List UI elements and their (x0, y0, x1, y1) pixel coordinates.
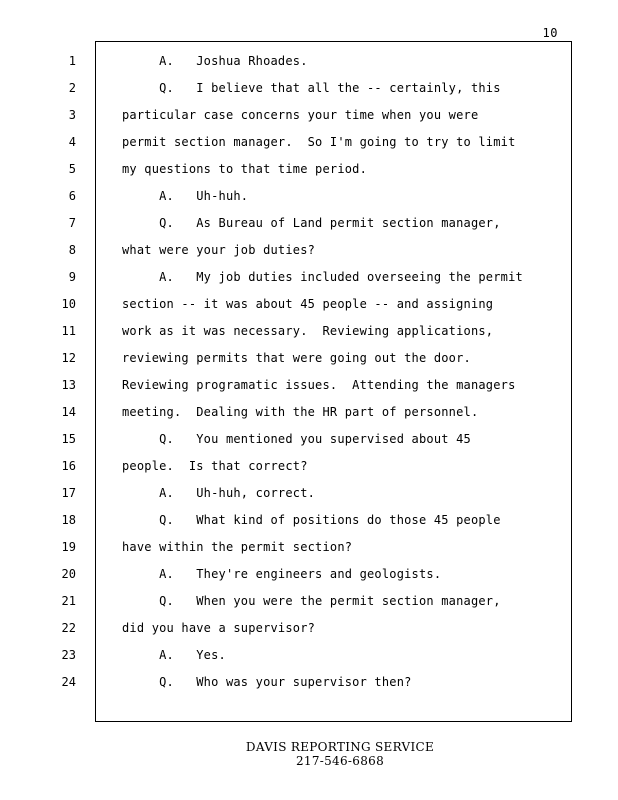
transcript-line: A. Yes. (122, 648, 226, 662)
line-number: 15 (61, 432, 76, 446)
transcript-line: reviewing permits that were going out the door. (122, 351, 471, 365)
page-number: 10 (542, 26, 558, 40)
transcript-line: Q. As Bureau of Land permit section manager, (122, 216, 501, 230)
transcript-line: did you have a supervisor? (122, 621, 316, 635)
transcript-line: particular case concerns your time when you were (122, 108, 479, 122)
transcript-line: people. Is that correct? (122, 459, 308, 473)
line-number: 3 (68, 108, 76, 122)
line-number: 7 (68, 216, 76, 230)
line-number: 8 (68, 243, 76, 257)
transcript-line: Q. I believe that all the -- certainly, this (122, 81, 501, 95)
transcript-line: work as it was necessary. Reviewing applications, (122, 324, 494, 338)
line-number: 12 (61, 351, 76, 365)
line-number: 2 (68, 81, 76, 95)
transcript-line: have within the permit section? (122, 540, 353, 554)
line-number: 17 (61, 486, 76, 500)
transcript-line: A. Uh-huh. (122, 189, 249, 203)
line-number: 4 (68, 135, 76, 149)
transcript-line: section -- it was about 45 people -- and assigning (122, 297, 494, 311)
line-number: 18 (61, 513, 76, 527)
line-number: 9 (68, 270, 76, 284)
line-number: 11 (61, 324, 76, 338)
line-number: 10 (61, 297, 76, 311)
transcript-line: permit section manager. So I'm going to try to limit (122, 135, 516, 149)
transcript-line: what were your job duties? (122, 243, 316, 257)
transcript-line: my questions to that time period. (122, 162, 368, 176)
line-number: 21 (61, 594, 76, 608)
transcript-line: Reviewing programatic issues. Attending the managers (122, 378, 516, 392)
line-number: 16 (61, 459, 76, 473)
transcript-line: A. Uh-huh, correct. (122, 486, 316, 500)
transcript-line: A. Joshua Rhoades. (122, 54, 308, 68)
line-number: 5 (68, 162, 76, 176)
footer (0, 740, 618, 768)
line-number: 24 (61, 675, 76, 689)
line-number: 23 (61, 648, 76, 662)
transcript-line: meeting. Dealing with the HR part of personnel. (122, 405, 479, 419)
line-number: 19 (61, 540, 76, 554)
reporting-service-name: DAVIS REPORTING SERVICE (245, 740, 435, 754)
line-number: 20 (61, 567, 76, 581)
reporting-service-phone: 217-546-6868 (295, 754, 385, 768)
line-number: 1 (68, 54, 76, 68)
transcript-line: A. My job duties included overseeing the permit (122, 270, 523, 284)
line-number: 6 (68, 189, 76, 203)
transcript-line: Q. You mentioned you supervised about 45 (122, 432, 471, 446)
transcript-line: Q. When you were the permit section manager, (122, 594, 501, 608)
line-number: 22 (61, 621, 76, 635)
transcript-line: Q. What kind of positions do those 45 people (122, 513, 501, 527)
line-number: 13 (61, 378, 76, 392)
transcript-line: Q. Who was your supervisor then? (122, 675, 412, 689)
line-number: 14 (61, 405, 76, 419)
transcript-line: A. They're engineers and geologists. (122, 567, 442, 581)
